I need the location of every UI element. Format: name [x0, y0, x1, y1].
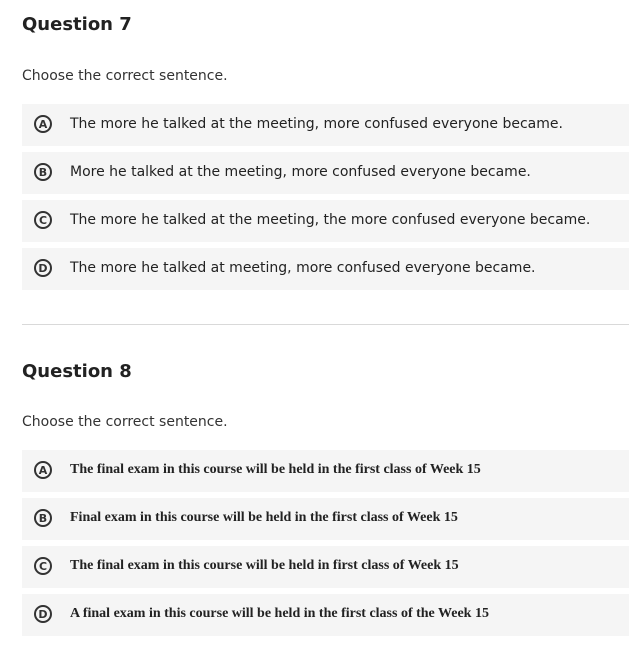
option-letter-badge: C	[34, 557, 52, 575]
option-text: More he talked at the meeting, more confused everyone became.	[70, 164, 531, 180]
answer-option-a[interactable]	[22, 450, 629, 492]
option-letter-badge: C	[34, 211, 52, 229]
option-text: Final exam in this course will be held in the first class of Week 15	[70, 510, 458, 525]
option-letter-badge: D	[34, 259, 52, 277]
question-title: Question 8	[22, 361, 132, 382]
option-text: The more he talked at the meeting, the more confused everyone became.	[70, 212, 591, 228]
question-title: Question 7	[22, 14, 132, 35]
section-divider	[22, 324, 629, 325]
option-letter-badge: A	[34, 461, 52, 479]
answer-option-c[interactable]	[22, 546, 629, 588]
option-letter-badge: A	[34, 115, 52, 133]
question-prompt: Choose the correct sentence.	[22, 68, 228, 84]
answer-option-b[interactable]	[22, 498, 629, 540]
option-text: A final exam in this course will be held in the first class of the Week 15	[70, 606, 489, 621]
answer-option-b[interactable]	[22, 152, 629, 194]
answer-option-a[interactable]	[22, 104, 629, 146]
answer-option-d[interactable]	[22, 248, 629, 290]
option-letter-badge: B	[34, 509, 52, 527]
answer-option-d[interactable]	[22, 594, 629, 636]
option-text: The final exam in this course will be held in first class of Week 15	[70, 558, 459, 573]
option-text: The more he talked at meeting, more confused everyone became.	[70, 260, 536, 276]
option-letter-badge: B	[34, 163, 52, 181]
option-text: The more he talked at the meeting, more confused everyone became.	[70, 116, 563, 132]
question-prompt: Choose the correct sentence.	[22, 414, 228, 430]
option-letter-badge: D	[34, 605, 52, 623]
answer-option-c[interactable]	[22, 200, 629, 242]
option-text: The final exam in this course will be held in the first class of Week 15	[70, 462, 481, 477]
